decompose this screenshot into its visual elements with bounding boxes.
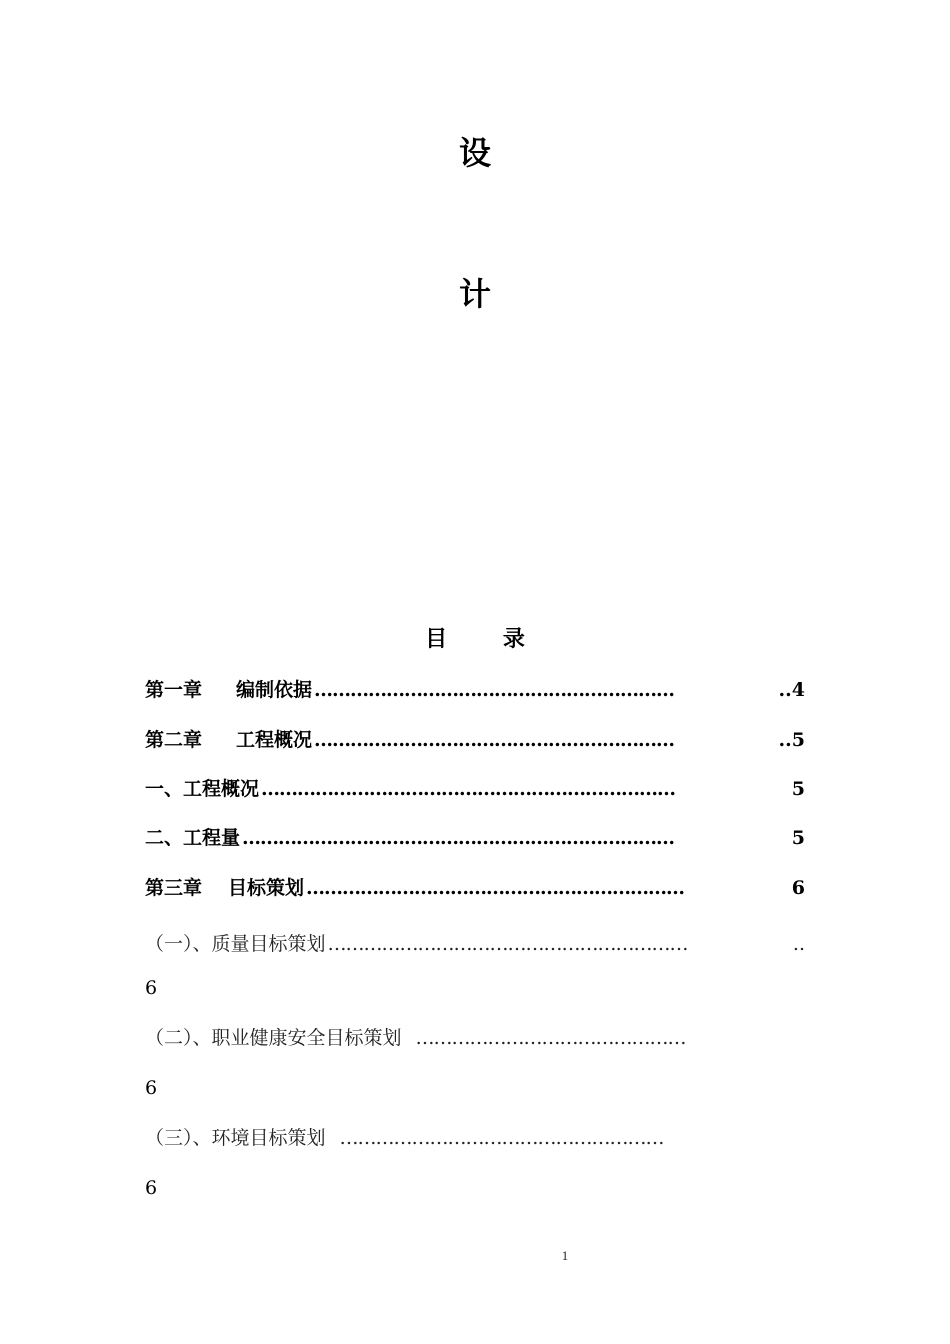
toc-entry-label: 第一章 [145, 679, 203, 701]
toc-entry-title: 工程概况 [236, 729, 313, 751]
toc-page-number: 5 [791, 827, 805, 849]
toc-entry-title: （一）、质量目标策划 [145, 933, 326, 954]
toc-entry-title: 编制依据 [236, 679, 313, 701]
toc-entry-label: 第二章 [145, 729, 203, 751]
toc-leader-dots: ……………………………………………………………… [242, 827, 675, 849]
toc-leader-dots: ……………………………………………………… [306, 877, 685, 899]
toc-entry-chapter-1[interactable] [145, 674, 805, 706]
toc-entry-safety-target[interactable] [145, 1022, 805, 1054]
toc-entry-title: 二、工程量 [145, 827, 241, 849]
toc-page-number: .. [792, 933, 805, 954]
toc-leader-dots: ……………………………………… [415, 1027, 686, 1049]
toc-entry-quality-target[interactable] [145, 922, 805, 954]
toc-leader-dots: …………………………………………………………… [261, 778, 676, 800]
toc-heading: 目 录 [425, 627, 549, 652]
toc-page-number: ..5 [778, 729, 805, 751]
toc-wrapped-page-number: 6 [145, 1077, 158, 1099]
toc-page-number: 6 [791, 877, 805, 899]
toc-leader-dots: …………………………………………………… [327, 933, 688, 954]
toc-wrapped-page-number: 6 [145, 977, 158, 999]
toc-entry-label: 第三章 [145, 877, 203, 899]
toc-entry-title: （三）、环境目标策划 [145, 1127, 326, 1149]
toc-entry-chapter-3[interactable] [145, 872, 805, 904]
toc-entry-section-quantity[interactable] [145, 822, 805, 854]
toc-page-number: 5 [791, 778, 805, 800]
toc-page-number: ..4 [778, 679, 805, 701]
toc-leader-dots: …………………………………………………… [314, 729, 675, 751]
toc-entry-chapter-2[interactable] [145, 724, 805, 756]
page-footer-number: 1 [561, 1248, 569, 1263]
toc-entry-section-overview[interactable] [145, 773, 805, 805]
cover-title-char-1: 设 [458, 134, 491, 172]
cover-title-char-2: 计 [458, 275, 491, 313]
toc-leader-dots: ……………………………………………… [339, 1127, 664, 1149]
toc-entry-title: 一、工程概况 [145, 778, 260, 800]
toc-leader-dots: …………………………………………………… [314, 679, 675, 701]
toc-entry-environment-target[interactable] [145, 1122, 805, 1154]
toc-entry-title: 目标策划 [228, 877, 305, 899]
toc-wrapped-page-number: 6 [145, 1177, 158, 1199]
toc-entry-title: （二）、职业健康安全目标策划 [145, 1027, 402, 1049]
